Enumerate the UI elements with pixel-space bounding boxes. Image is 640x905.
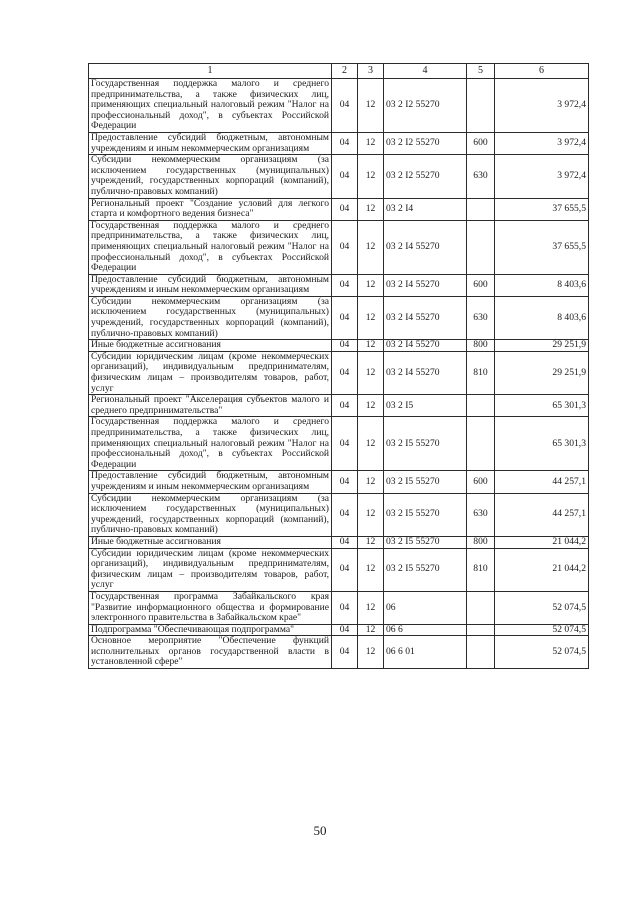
row-pr-cell: 12 [358, 395, 384, 417]
row-csr-cell: 06 6 [384, 624, 467, 636]
row-rz-cell: 04 [332, 155, 358, 198]
col-header-name: 1 [89, 64, 332, 79]
row-vr-cell [467, 220, 495, 274]
row-vr-cell: 810 [467, 548, 495, 591]
row-rz-cell: 04 [332, 591, 358, 624]
row-rz-cell: 04 [332, 493, 358, 536]
row-csr-cell: 03 2 I2 55270 [384, 79, 467, 133]
row-name-cell: Иные бюджетные ассигнования [89, 340, 332, 352]
row-amount-cell: 37 655,5 [495, 198, 589, 220]
table-row [89, 351, 589, 394]
row-name-cell: Основное мероприятие "Обеспечение функций исполнительных органов государственной власти в установленной сфере" [89, 636, 332, 669]
row-amount-cell: 29 251,9 [495, 351, 589, 394]
row-csr-cell: 06 6 01 [384, 636, 467, 669]
row-vr-cell: 630 [467, 493, 495, 536]
row-name-cell: Государственная поддержка малого и среднего предпринимательства, а также физических лиц, применяющих специальный налоговый режим "Налог на профессиональный доход", в субъектах Российской Федерации [89, 220, 332, 274]
row-name-cell: Подпрограмма "Обеспечивающая подпрограмма" [89, 624, 332, 636]
row-name-cell: Предоставление субсидий бюджетным, автономным учреждениям и иным некоммерческим организациям [89, 471, 332, 493]
table-row [89, 220, 589, 274]
row-pr-cell: 12 [358, 591, 384, 624]
row-pr-cell: 12 [358, 624, 384, 636]
row-name-cell: Региональный проект "Создание условий для легкого старта и комфортного ведения бизнеса" [89, 198, 332, 220]
page-number: 50 [313, 823, 327, 838]
row-name-cell: Иные бюджетные ассигнования [89, 536, 332, 548]
row-csr-cell: 03 2 I2 55270 [384, 132, 467, 154]
row-pr-cell: 12 [358, 636, 384, 669]
table-row [89, 591, 589, 624]
row-csr-cell: 03 2 I5 [384, 395, 467, 417]
row-vr-cell [467, 591, 495, 624]
table-body [89, 79, 589, 669]
row-amount-cell: 44 257,1 [495, 471, 589, 493]
row-pr-cell: 12 [358, 548, 384, 591]
row-rz-cell: 04 [332, 536, 358, 548]
row-amount-cell: 52 074,5 [495, 636, 589, 669]
row-pr-cell: 12 [358, 198, 384, 220]
row-csr-cell: 03 2 I4 55270 [384, 274, 467, 296]
row-vr-cell [467, 395, 495, 417]
row-name-cell: Субсидии юридическим лицам (кроме некоммерческих организаций), индивидуальным предпринимателям, физическим лицам – производителям товаров, работ, услуг [89, 548, 332, 591]
table-row [89, 493, 589, 536]
row-pr-cell: 12 [358, 340, 384, 352]
row-vr-cell: 600 [467, 132, 495, 154]
row-amount-cell: 3 972,4 [495, 155, 589, 198]
col-header-csr: 4 [384, 64, 467, 79]
row-rz-cell: 04 [332, 395, 358, 417]
row-amount-cell: 52 074,5 [495, 591, 589, 624]
row-rz-cell: 04 [332, 198, 358, 220]
document-page [88, 63, 588, 669]
table-row [89, 155, 589, 198]
row-pr-cell: 12 [358, 471, 384, 493]
row-rz-cell: 04 [332, 351, 358, 394]
row-name-cell: Субсидии некоммерческим организациям (за исключением государственных (муниципальных) учреждений, государственных корпораций (компаний), публично-правовых компаний) [89, 493, 332, 536]
row-vr-cell: 800 [467, 340, 495, 352]
row-pr-cell: 12 [358, 79, 384, 133]
row-vr-cell [467, 79, 495, 133]
row-rz-cell: 04 [332, 471, 358, 493]
row-rz-cell: 04 [332, 636, 358, 669]
table-row [89, 296, 589, 339]
row-amount-cell: 37 655,5 [495, 220, 589, 274]
row-csr-cell: 03 2 I5 55270 [384, 548, 467, 591]
row-amount-cell: 8 403,6 [495, 274, 589, 296]
row-pr-cell: 12 [358, 274, 384, 296]
row-amount-cell: 44 257,1 [495, 493, 589, 536]
row-pr-cell: 12 [358, 417, 384, 471]
row-pr-cell: 12 [358, 536, 384, 548]
table-row [89, 536, 589, 548]
row-rz-cell: 04 [332, 274, 358, 296]
col-header-rz: 2 [332, 64, 358, 79]
row-vr-cell: 800 [467, 536, 495, 548]
row-name-cell: Предоставление субсидий бюджетным, автономным учреждениям и иным некоммерческим организациям [89, 274, 332, 296]
row-rz-cell: 04 [332, 548, 358, 591]
row-name-cell: Государственная программа Забайкальского края "Развитие информационного общества и формирование электронного правительства в Забайкальском крае" [89, 591, 332, 624]
row-csr-cell: 03 2 I4 55270 [384, 220, 467, 274]
row-csr-cell: 03 2 I5 55270 [384, 417, 467, 471]
table-row [89, 79, 589, 133]
row-csr-cell: 03 2 I2 55270 [384, 155, 467, 198]
row-vr-cell: 630 [467, 296, 495, 339]
row-rz-cell: 04 [332, 220, 358, 274]
row-name-cell: Субсидии некоммерческим организациям (за исключением государственных (муниципальных) учреждений, государственных корпораций (компаний), публично-правовых компаний) [89, 296, 332, 339]
row-csr-cell: 03 2 I4 55270 [384, 351, 467, 394]
row-amount-cell: 21 044,2 [495, 536, 589, 548]
row-vr-cell: 810 [467, 351, 495, 394]
row-csr-cell: 03 2 I4 55270 [384, 340, 467, 352]
row-vr-cell [467, 624, 495, 636]
row-amount-cell: 3 972,4 [495, 132, 589, 154]
row-vr-cell [467, 198, 495, 220]
budget-table [88, 63, 589, 669]
row-amount-cell: 65 301,3 [495, 417, 589, 471]
table-row [89, 471, 589, 493]
table-row [89, 417, 589, 471]
row-rz-cell: 04 [332, 132, 358, 154]
table-row [89, 132, 589, 154]
row-vr-cell [467, 417, 495, 471]
row-amount-cell: 29 251,9 [495, 340, 589, 352]
row-rz-cell: 04 [332, 417, 358, 471]
table-row [89, 274, 589, 296]
row-name-cell: Предоставление субсидий бюджетным, автономным учреждениям и иным некоммерческим организациям [89, 132, 332, 154]
row-rz-cell: 04 [332, 624, 358, 636]
row-amount-cell: 8 403,6 [495, 296, 589, 339]
row-pr-cell: 12 [358, 351, 384, 394]
col-header-pr: 3 [358, 64, 384, 79]
table-row [89, 636, 589, 669]
row-amount-cell: 21 044,2 [495, 548, 589, 591]
table-row [89, 340, 589, 352]
col-header-vr: 5 [467, 64, 495, 79]
row-pr-cell: 12 [358, 493, 384, 536]
table-row [89, 198, 589, 220]
row-csr-cell: 03 2 I5 55270 [384, 536, 467, 548]
row-pr-cell: 12 [358, 132, 384, 154]
row-name-cell: Государственная поддержка малого и среднего предпринимательства, а также физических лиц, применяющих специальный налоговый режим "Налог на профессиональный доход", в субъектах Российской Федерации [89, 79, 332, 133]
row-vr-cell: 630 [467, 155, 495, 198]
row-vr-cell: 600 [467, 471, 495, 493]
row-pr-cell: 12 [358, 296, 384, 339]
row-vr-cell [467, 636, 495, 669]
row-vr-cell: 600 [467, 274, 495, 296]
row-amount-cell: 3 972,4 [495, 79, 589, 133]
row-pr-cell: 12 [358, 155, 384, 198]
row-amount-cell: 65 301,3 [495, 395, 589, 417]
row-name-cell: Государственная поддержка малого и среднего предпринимательства, а также физических лиц, применяющих специальный налоговый режим "Налог на профессиональный доход", в субъектах Российской Федерации [89, 417, 332, 471]
table-row [89, 548, 589, 591]
table-row [89, 624, 589, 636]
row-csr-cell: 03 2 I4 [384, 198, 467, 220]
table-row [89, 395, 589, 417]
row-csr-cell: 03 2 I4 55270 [384, 296, 467, 339]
row-pr-cell: 12 [358, 220, 384, 274]
row-rz-cell: 04 [332, 340, 358, 352]
row-rz-cell: 04 [332, 296, 358, 339]
row-csr-cell: 03 2 I5 55270 [384, 493, 467, 536]
col-header-amount: 6 [495, 64, 589, 79]
row-name-cell: Субсидии юридическим лицам (кроме некоммерческих организаций), индивидуальным предпринимателям, физическим лицам – производителям товаров, работ, услуг [89, 351, 332, 394]
row-name-cell: Региональный проект "Акселерация субъектов малого и среднего предпринимательства" [89, 395, 332, 417]
table-header-row [89, 64, 589, 79]
row-name-cell: Субсидии некоммерческим организациям (за исключением государственных (муниципальных) учреждений, государственных корпораций (компаний), публично-правовых компаний) [89, 155, 332, 198]
row-csr-cell: 03 2 I5 55270 [384, 471, 467, 493]
row-amount-cell: 52 074,5 [495, 624, 589, 636]
row-csr-cell: 06 [384, 591, 467, 624]
row-rz-cell: 04 [332, 79, 358, 133]
